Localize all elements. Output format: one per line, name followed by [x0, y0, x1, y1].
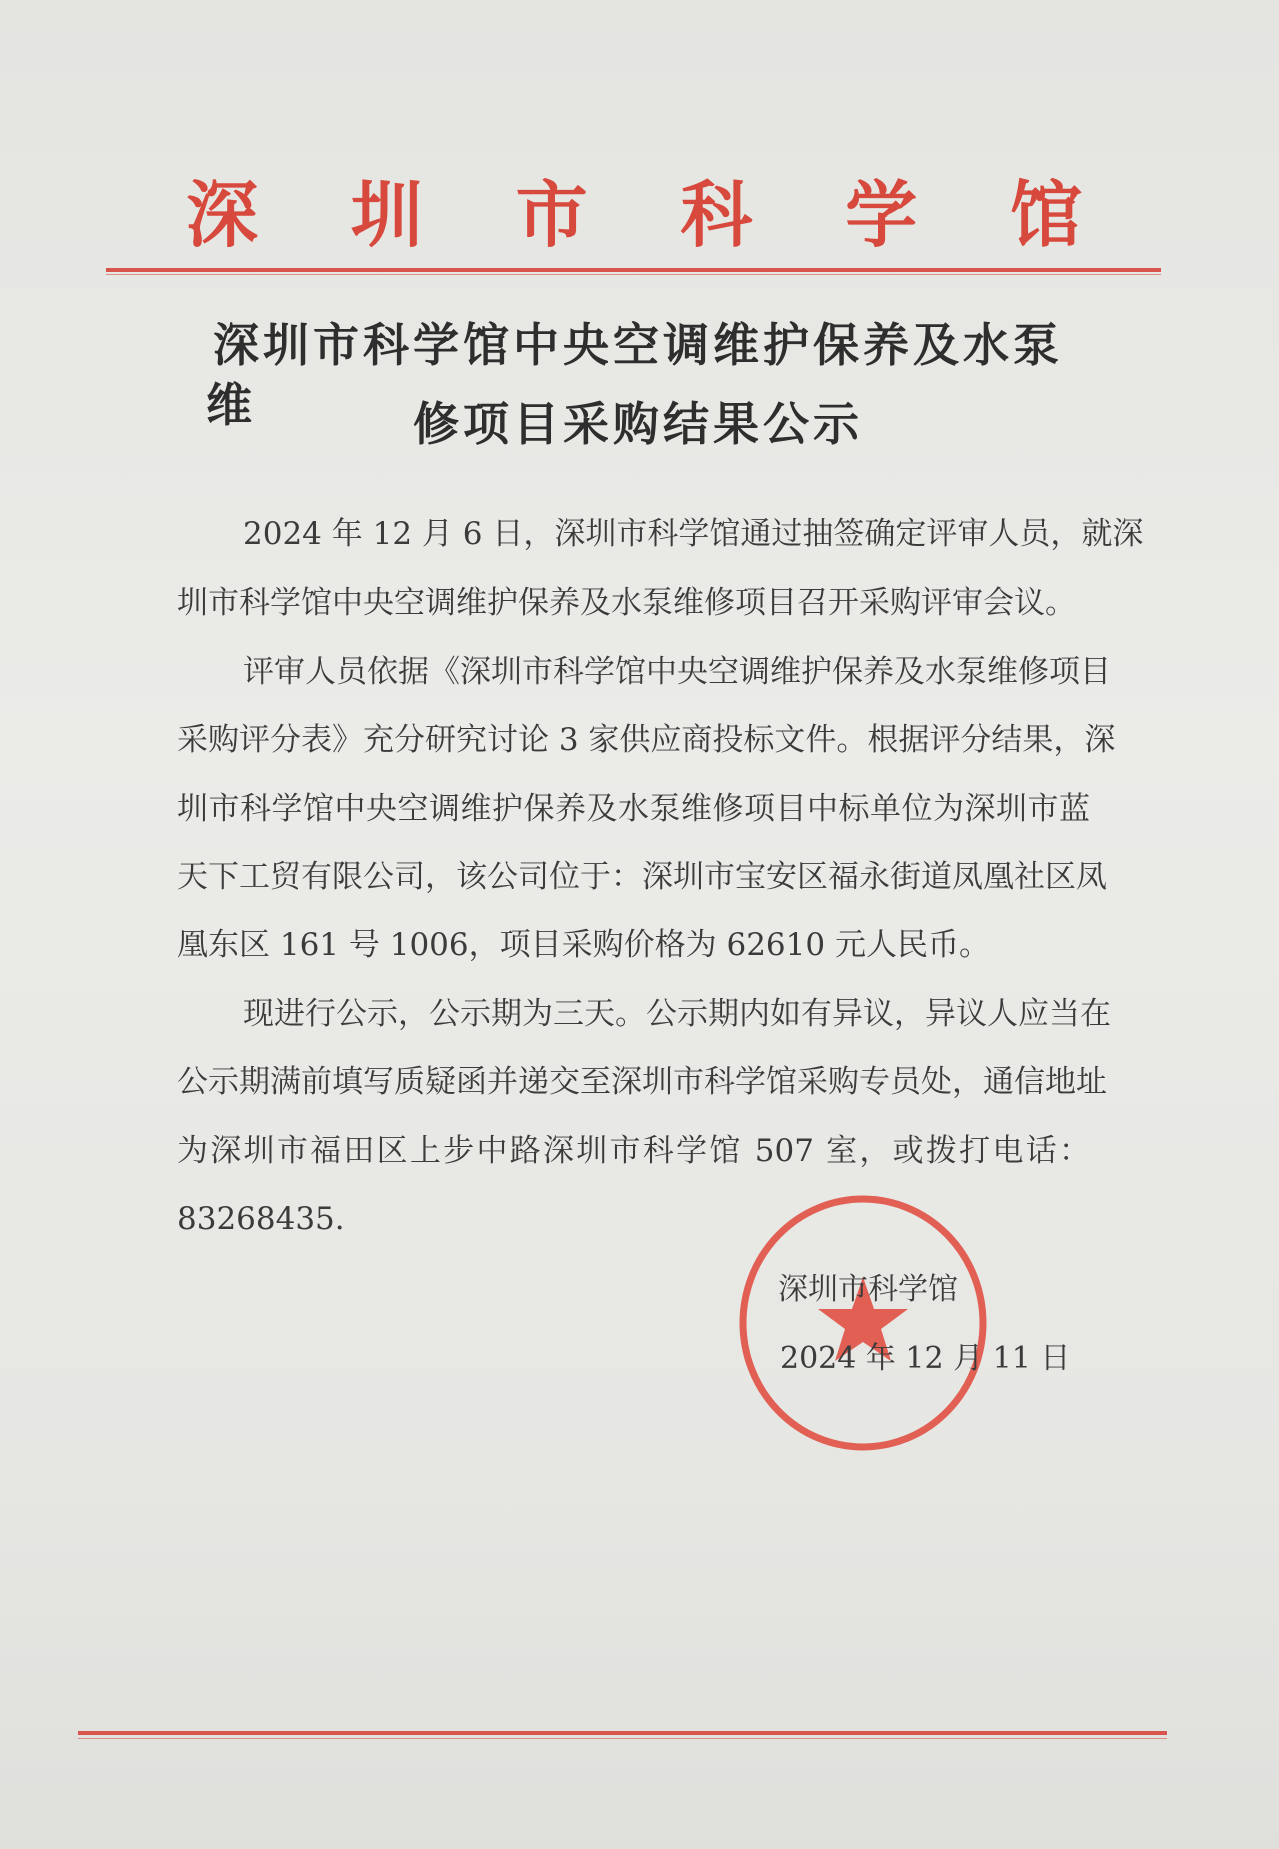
- body-line: 83268435.: [177, 1201, 345, 1237]
- signature-date: 2024 年 12 月 11 日: [780, 1341, 1071, 1376]
- signature-org: 深圳市科学馆: [778, 1272, 958, 1307]
- letterhead-char: 馆: [1009, 172, 1082, 257]
- footer-divider-thin: [78, 1738, 1167, 1739]
- body-line: 天下工贸有限公司，该公司位于：深圳市宝安区福永街道凤凰社区凤: [177, 859, 1107, 895]
- letterhead-char: 学: [845, 172, 918, 257]
- letterhead-char: 科: [680, 172, 753, 257]
- letterhead-char: 深: [186, 172, 259, 257]
- header-divider: [106, 268, 1161, 272]
- body-line: 现进行公示，公示期为三天。公示期内如有异议，异议人应当在: [243, 996, 1111, 1032]
- body-line: 凰东区 161 号 1006，项目采购价格为 62610 元人民币。: [177, 927, 990, 963]
- document-title-line-2: 修项目采购结果公示: [413, 397, 863, 451]
- document-title-line-1: 深圳市科学馆中央空调维护保养及水泵维: [206, 318, 1063, 432]
- org-letterhead: [186, 170, 1082, 260]
- body-line: 为深圳市福田区上步中路深圳市科学馆 507 室，或拨打电话：: [177, 1133, 1090, 1169]
- header-divider-thin: [106, 274, 1161, 275]
- body-line: 圳市科学馆中央空调维护保养及水泵维修项目召开采购评审会议。: [177, 585, 1076, 621]
- body-line: 采购评分表》充分研究讨论 3 家供应商投标文件。根据评分结果，深: [177, 722, 1116, 758]
- body-line: 圳市科学馆中央空调维护保养及水泵维修项目中标单位为深圳市蓝: [177, 791, 1090, 827]
- body-line: 公示期满前填写质疑函并递交至深圳市科学馆采购专员处，通信地址: [177, 1064, 1107, 1100]
- body-line: 2024 年 12 月 6 日，深圳市科学馆通过抽签确定评审人员，就深: [243, 516, 1144, 552]
- footer-divider: [78, 1731, 1167, 1735]
- body-line: 评审人员依据《深圳市科学馆中央空调维护保养及水泵维修项目: [243, 654, 1111, 690]
- official-seal: [735, 1195, 991, 1451]
- letterhead-char: 圳: [350, 172, 423, 257]
- letterhead-char: 市: [515, 172, 588, 257]
